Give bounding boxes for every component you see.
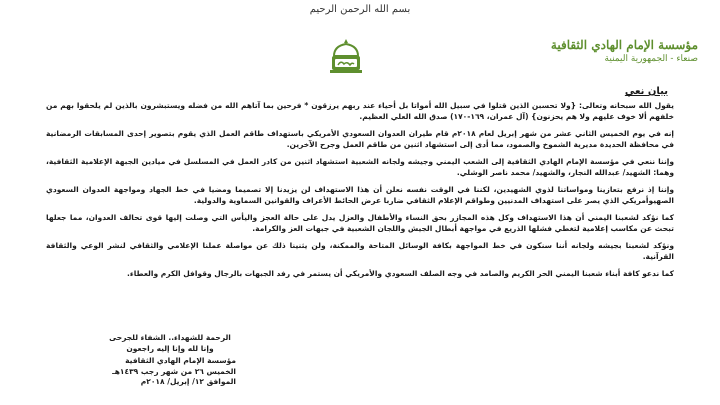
organization-logo-text: [522, 38, 698, 65]
paragraph: كما ندعو كافة أبناء شعبنا اليمني الحر الكريم والصامد في وجه الصلف السعودي والأمريكي أن يستمر في رفد الجبهات بالرجال وقوافل الكرم والعطاء.: [127, 269, 674, 278]
document-body: [46, 101, 674, 287]
closing-line: وإنا لله وإنا إليه راجعون: [126, 343, 214, 353]
paragraph: يقول الله سبحانه وتعالى: {ولا تحسبن الذين قتلوا في سبيل الله أمواتا بل أحياء عند ربهم يرزقون * فرحين بما آتاهم الله من فضله ويستبشرون بالذين لم يلحقوا بهم من خلفهم ألا خوف عليهم ولا هم يحزنون} (آل عمران، ١٦٩-١٧٠) صدق الله العلي العظيم.: [46, 101, 674, 121]
paragraph: كما نؤكد لشعبنا اليمني أن هذا الاستهداف وكل هذه المجازر بحق النساء والأطفال والعزل يدل على حالة العجز واليأس التي وصلت إليها قوى تحالف العدوان، مما جعلها تبحث عن مكاسب إعلامية لتغطي فشلها الذريع في مواجهة أبطال الجيش واللجان الشعبية في جبهات العز والكرامة.: [46, 213, 674, 233]
signature-date-hijri: الخميس ٢٦ من شهر رجب ١٤٣٩هـ: [112, 366, 236, 376]
bismillah-header: بسم الله الرحمن الرحيم: [309, 4, 411, 15]
signature-organization: مؤسسة الإمام الهادي الثقافية: [125, 356, 236, 365]
paragraph: إنه في يوم الخميس الثاني عشر من شهر إبريل لعام ٢٠١٨م قام طيران العدوان السعودي الأمريكي باستهداف طاقم العمل الذي يقوم بتصوير إحدى المسابقات الرمضانية في محافظة الحديدة مديرية الشموخ والصمود، مما أدى إلى استشهاد اثنين من طاقم العمل وجرح الآخرين.: [46, 129, 674, 149]
paragraph: وإننا إذ نرفع بتعازينا ومواساتنا لذوي الشهيدين، لكننا في الوقت نفسه نعلن أن هذا الاستهداف لن يزيدنا إلا تصميما ومضيا في خط الجهاد ومواجهة العدوان السعودي الصهيوأمريكي الذي يصر على استهداف المدنيين وطواقم الإعلام الثقافي ضاربا عرض الحائط الأعراف والقوانين السماوية والدولية.: [46, 185, 674, 205]
paragraph: وإننا ننعي في مؤسسة الإمام الهادي الثقافية إلى الشعب اليمني وجيشه ولجانه الشعبية استشهاد اثنين من كادر العمل في المسلسل في ميادين الجبهة الإعلامية الثقافية، وهما: الشهيد/ عبدالله النجار، والشهيد/ محمد ناصر الوشلي.: [46, 157, 674, 177]
emblem-icon: [326, 36, 366, 76]
signature-date-gregorian: الموافق ١٢/ إبريل/ ٢٠١٨م: [140, 377, 236, 386]
document-title: بيان نعي: [624, 86, 668, 97]
signature-block: [66, 356, 236, 388]
foundation-emblem-logo: [326, 36, 366, 76]
organization-name: مؤسسة الإمام الهادي الثقافية: [550, 38, 698, 52]
organization-subtitle: صنعاء - الجمهورية اليمنية: [604, 54, 698, 64]
closing-line: الرحمة للشهداء.. الشفاء للجرحى: [109, 333, 231, 342]
paragraph: ونؤكد لشعبنا بجيشه ولجانه أننا سنكون في خط المواجهة بكافة الوسائل المتاحة والممكنة، ولن يثنينا ذلك عن مواصلة عملنا الإعلامي والثقافي لنشر الوعي والثقافة القرآنية.: [46, 241, 674, 261]
closing-block: [40, 333, 300, 354]
